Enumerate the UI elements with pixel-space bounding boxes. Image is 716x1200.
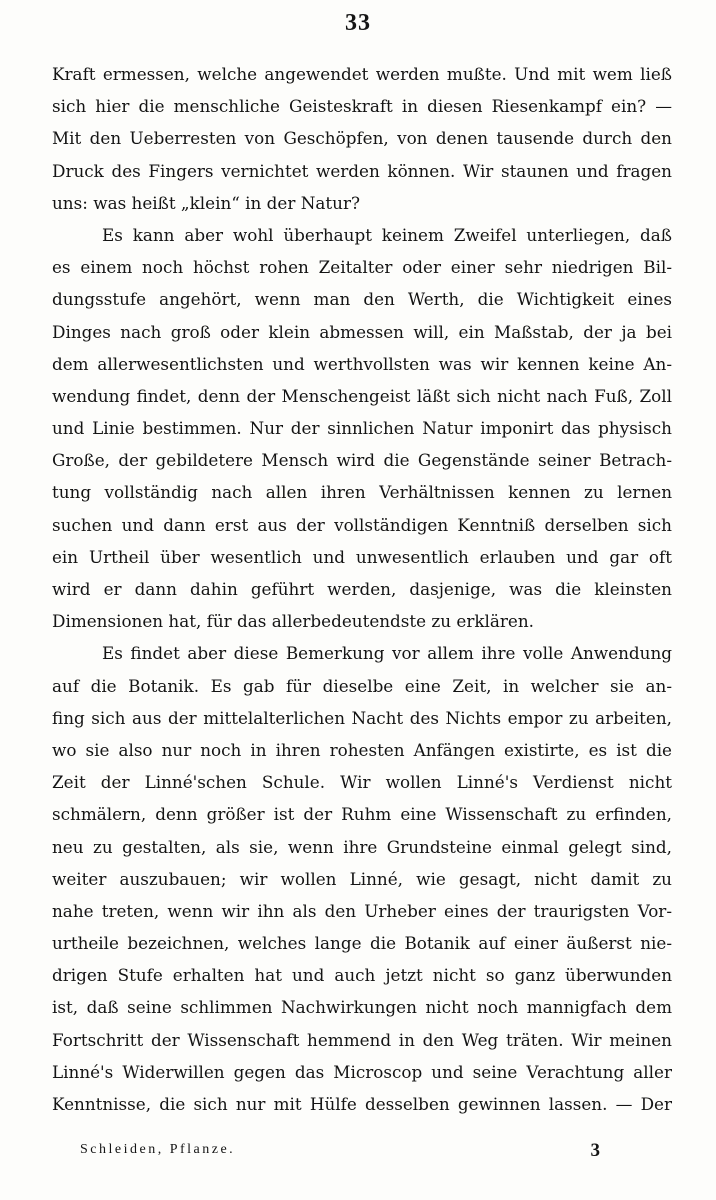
text-line: Zeit der Linné'schen Schule. Wir wollen Linné's Verdienst nicht bbox=[52, 772, 672, 793]
body-text bbox=[52, 58, 672, 1120]
text-line: Dinges nach groß oder klein abmessen will, ein Maßstab, der ja bei bbox=[52, 321, 672, 342]
text-line: wo sie also nur noch in ihren rohesten Anfängen existirte, es ist die bbox=[52, 739, 672, 760]
text-line: wendung findet, denn der Menschengeist läßt sich nicht nach Fuß, Zoll bbox=[52, 385, 672, 406]
text-line: Kraft ermessen, welche angewendet werden mußte. Und mit wem ließ bbox=[52, 64, 672, 84]
page-number: 33 bbox=[345, 10, 371, 36]
text-line: Große, der gebildetere Mensch wird die Gegenstände seiner Betrach- bbox=[52, 450, 672, 471]
text-line: suchen und dann erst aus der vollständigen Kenntniß derselben sich bbox=[52, 514, 672, 535]
text-line: und Linie bestimmen. Nur der sinnlichen Natur imponirt das physisch bbox=[52, 418, 672, 439]
text-line: Kenntnisse, die sich nur mit Hülfe desselben gewinnen lassen. — Der bbox=[52, 1094, 672, 1114]
text-line: ist, daß seine schlimmen Nachwirkungen nicht noch mannigfach dem bbox=[52, 997, 672, 1018]
text-line: auf die Botanik. Es gab für dieselbe eine Zeit, in welcher sie an- bbox=[52, 675, 672, 696]
text-line: ein Urtheil über wesentlich und unwesentlich erlauben und gar oft bbox=[52, 546, 672, 567]
text-line: es einem noch höchst rohen Zeitalter oder einer sehr niedrigen Bil- bbox=[52, 257, 672, 278]
text-line: Mit den Ueberresten von Geschöpfen, von denen tausende durch den bbox=[52, 128, 672, 149]
text-line: wird er dann dahin geführt werden, dasjenige, was die kleinsten bbox=[52, 579, 672, 599]
text-line: Fortschritt der Wissenschaft hemmend in den Weg träten. Wir meinen bbox=[52, 1029, 672, 1050]
text-line: Es kann aber wohl überhaupt keinem Zweifel unterliegen, daß bbox=[102, 224, 672, 245]
paragraph bbox=[52, 219, 672, 637]
text-line: sich hier die menschliche Geisteskraft in diesen Riesenkampf ein? — bbox=[52, 96, 672, 117]
text-line: uns: was heißt „klein“ in der Natur? bbox=[52, 192, 360, 213]
text-line: fing sich aus der mittelalterlichen Nacht des Nichts empor zu arbeiten, bbox=[52, 707, 672, 728]
sheet-number: 3 bbox=[590, 1140, 600, 1161]
text-line: Es findet aber diese Bemerkung vor allem ihre volle Anwendung bbox=[102, 643, 672, 664]
text-line: dungsstufe angehört, wenn man den Werth, die Wichtigkeit eines bbox=[52, 289, 672, 310]
paragraph bbox=[52, 637, 672, 1120]
text-line: Druck des Fingers vernichtet werden können. Wir staunen und fragen bbox=[52, 160, 672, 181]
text-line: Linné's Widerwillen gegen das Microscop und seine Verachtung aller bbox=[52, 1061, 672, 1082]
text-line: Dimensionen hat, für das allerbedeutendste zu erklären. bbox=[52, 611, 534, 632]
text-line: dem allerwesentlichsten und werthvollsten was wir kennen keine An- bbox=[52, 353, 672, 374]
text-line: tung vollständig nach allen ihren Verhältnissen kennen zu lernen bbox=[52, 482, 672, 503]
text-line: weiter auszubauen; wir wollen Linné, wie gesagt, nicht damit zu bbox=[52, 868, 672, 889]
text-line: urtheile bezeichnen, welches lange die Botanik auf einer äußerst nie- bbox=[52, 933, 672, 954]
text-line: drigen Stufe erhalten hat und auch jetzt nicht so ganz überwunden bbox=[52, 965, 672, 986]
paragraph bbox=[52, 58, 672, 219]
page-footer bbox=[80, 1142, 600, 1166]
text-line: neu zu gestalten, als sie, wenn ihre Grundsteine einmal gelegt sind, bbox=[52, 836, 672, 857]
printer-signature: Schleiden, Pflanze. bbox=[80, 1142, 236, 1157]
text-line: nahe treten, wenn wir ihn als den Urheber eines der traurigsten Vor- bbox=[52, 900, 672, 921]
text-line: schmälern, denn größer ist der Ruhm eine Wissenschaft zu erfinden, bbox=[52, 804, 672, 825]
